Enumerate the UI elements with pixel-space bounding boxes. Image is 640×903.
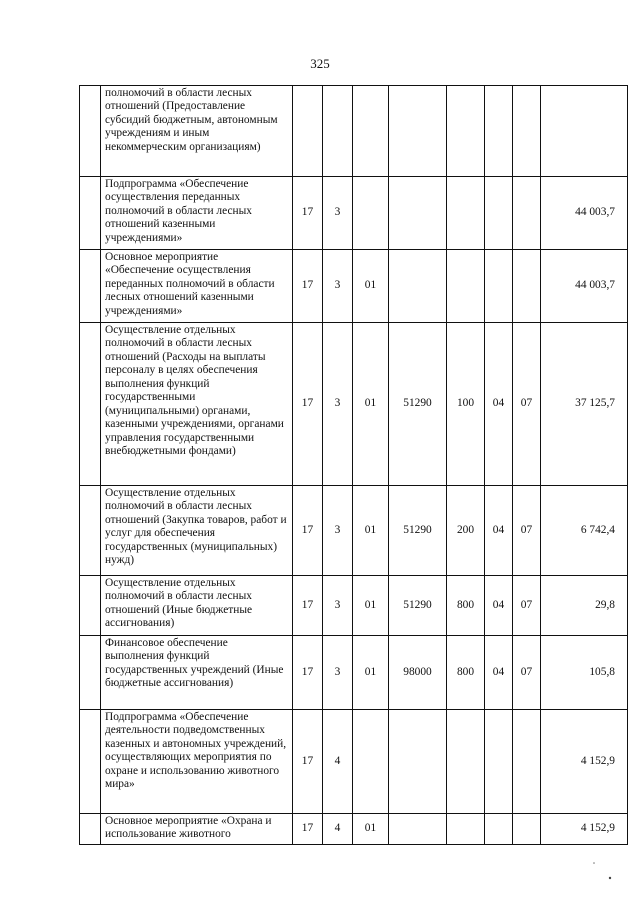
amount-cell	[541, 86, 628, 177]
code-cell: 07	[513, 323, 541, 486]
table-row	[80, 814, 628, 845]
code-cell	[513, 177, 541, 250]
code-cell	[447, 86, 485, 177]
code-cell: 3	[323, 636, 353, 710]
amount-cell: 37 125,7	[541, 323, 628, 486]
scan-specks	[590, 860, 620, 890]
code-cell: 01	[353, 636, 389, 710]
code-cell: 3	[323, 576, 353, 636]
code-cell: 07	[513, 636, 541, 710]
code-cell: 17	[293, 636, 323, 710]
row-name: полномочий в области лесных отношений (Предоставление субсидий бюджетным, автономным учреждениям и иным некоммерческим организациям)	[101, 86, 293, 177]
blank-cell	[80, 177, 101, 250]
code-cell	[513, 250, 541, 323]
code-cell: 04	[485, 636, 513, 710]
code-cell	[353, 86, 389, 177]
code-cell: 07	[513, 486, 541, 576]
code-cell	[447, 710, 485, 814]
row-name: Осуществление отдельных полномочий в области лесных отношений (Расходы на выплаты персоналу в целях обеспечения выполнения функций государственными (муниципальными) органами, казенными учреждениями, органами управления государственными внебюджетными фондами)	[101, 323, 293, 486]
code-cell	[389, 250, 447, 323]
amount-cell: 105,8	[541, 636, 628, 710]
row-name: Основное мероприятие «Обеспечение осуществления переданных полномочий в области лесных отношений казенными учреждениями»	[101, 250, 293, 323]
table-row	[80, 576, 628, 636]
code-cell: 3	[323, 177, 353, 250]
row-name: Финансовое обеспечение выполнения функций государственных учреждений (Иные бюджетные ассигнования)	[101, 636, 293, 710]
code-cell: 3	[323, 323, 353, 486]
amount-cell: 44 003,7	[541, 250, 628, 323]
code-cell: 51290	[389, 486, 447, 576]
code-cell: 200	[447, 486, 485, 576]
code-cell: 800	[447, 576, 485, 636]
code-cell	[389, 814, 447, 845]
code-cell: 04	[485, 576, 513, 636]
amount-cell: 4 152,9	[541, 814, 628, 845]
code-cell	[323, 86, 353, 177]
code-cell: 04	[485, 486, 513, 576]
code-cell: 51290	[389, 323, 447, 486]
code-cell: 01	[353, 814, 389, 845]
amount-cell: 4 152,9	[541, 710, 628, 814]
code-cell: 17	[293, 710, 323, 814]
code-cell	[485, 250, 513, 323]
table-row	[80, 250, 628, 323]
code-cell	[485, 177, 513, 250]
budget-table	[79, 85, 628, 845]
table-row	[80, 177, 628, 250]
code-cell	[353, 710, 389, 814]
code-cell: 01	[353, 323, 389, 486]
code-cell: 17	[293, 814, 323, 845]
blank-cell	[80, 636, 101, 710]
code-cell: 800	[447, 636, 485, 710]
code-cell	[447, 177, 485, 250]
code-cell	[485, 814, 513, 845]
code-cell	[447, 250, 485, 323]
code-cell: 17	[293, 576, 323, 636]
row-name: Подпрограмма «Обеспечение осуществления переданных полномочий в области лесных отношений казенными учреждениями»	[101, 177, 293, 250]
code-cell: 3	[323, 250, 353, 323]
amount-cell: 29,8	[541, 576, 628, 636]
blank-cell	[80, 323, 101, 486]
row-name: Осуществление отдельных полномочий в области лесных отношений (Закупка товаров, работ и услуг для обеспечения государственных (муниципальных) нужд)	[101, 486, 293, 576]
table-row	[80, 86, 628, 177]
code-cell: 04	[485, 323, 513, 486]
code-cell	[513, 814, 541, 845]
code-cell	[513, 86, 541, 177]
code-cell: 01	[353, 486, 389, 576]
code-cell: 98000	[389, 636, 447, 710]
code-cell: 17	[293, 250, 323, 323]
row-name: Основное мероприятие «Охрана и использование животного	[101, 814, 293, 845]
code-cell: 17	[293, 177, 323, 250]
code-cell	[389, 86, 447, 177]
code-cell: 07	[513, 576, 541, 636]
code-cell: 01	[353, 576, 389, 636]
table-row	[80, 486, 628, 576]
table-row	[80, 636, 628, 710]
page-number: 325	[310, 56, 330, 71]
code-cell	[513, 710, 541, 814]
code-cell	[447, 814, 485, 845]
code-cell	[353, 177, 389, 250]
table-row	[80, 323, 628, 486]
code-cell: 4	[323, 814, 353, 845]
code-cell	[389, 177, 447, 250]
code-cell: 01	[353, 250, 389, 323]
code-cell: 51290	[389, 576, 447, 636]
blank-cell	[80, 710, 101, 814]
blank-cell	[80, 576, 101, 636]
code-cell	[389, 710, 447, 814]
code-cell: 17	[293, 486, 323, 576]
amount-cell: 44 003,7	[541, 177, 628, 250]
blank-cell	[80, 86, 101, 177]
row-name: Подпрограмма «Обеспечение деятельности подведомственных казенных и автономных учреждений, осуществляющих мероприятия по охране и использованию животного мира»	[101, 710, 293, 814]
amount-cell: 6 742,4	[541, 486, 628, 576]
code-cell: 3	[323, 486, 353, 576]
blank-cell	[80, 814, 101, 845]
table-row	[80, 710, 628, 814]
code-cell: 4	[323, 710, 353, 814]
blank-cell	[80, 250, 101, 323]
code-cell	[485, 86, 513, 177]
code-cell	[293, 86, 323, 177]
blank-cell	[80, 486, 101, 576]
code-cell: 17	[293, 323, 323, 486]
row-name: Осуществление отдельных полномочий в области лесных отношений (Иные бюджетные ассигнования)	[101, 576, 293, 636]
code-cell: 100	[447, 323, 485, 486]
code-cell	[485, 710, 513, 814]
